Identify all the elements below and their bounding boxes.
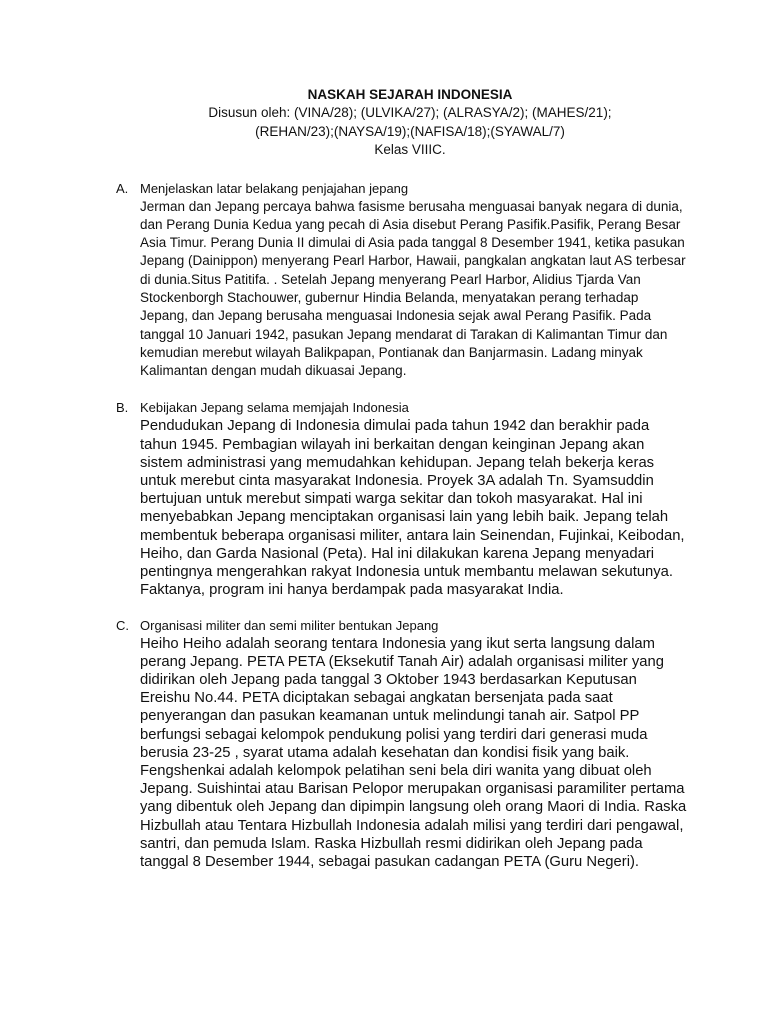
section-body: Heiho Heiho adalah seorang tentara Indonesia yang ikut serta langsung dalam perang Jepang. PETA PETA (Eksekutif Tanah Air) adalah organisasi militer yang didirikan oleh Jepang pada tanggal 3 Oktober 1943 berdasarkan Keputusan Ereishu No.44. PETA diciptakan sebagai angkatan bersenjata pada saat penyerangan dan pasukan keamanan untuk melindungi tanah air. Satpol PP berfungsi sebagai kelompok pendukung polisi yang terdiri dari generasi muda berusia 23-25 , syarat utama adalah kesehatan dan kondisi fisik yang baik. Fengshenkai adalah kelompok pelatihan seni bela diri wanita yang dibuat oleh Jepang. Suishintai atau Barisan Pelopor merupakan organisasi paramiliter pertama yang dibentuk oleh Jepang dan dipimpin langsung oleh orang Maori di India. Raska Hizbullah atau Tentara Hizbullah Indonesia adalah milisi yang terdiri dari pengawal, santri, dan pemuda Islam. Raska Hizbullah resmi didirikan oleh Jepang pada tanggal 8 Desember 1944, sebagai pasukan cadangan PETA (Guru Negeri).	[140, 635, 687, 870]
authors-line-2: (REHAN/23);(NAYSA/19);(NAFISA/18);(SYAWAL/7)	[255, 123, 565, 139]
section-letter: C.	[116, 617, 129, 633]
section-body: Jerman dan Jepang percaya bahwa fasisme berusaha menguasai banyak negara di dunia, dan Perang Dunia Kedua yang pecah di Asia disebut Perang Pasifik.Pasifik, Perang Besar Asia Timur. Perang Dunia II dimulai di Asia pada tanggal 8 Desember 1941, ketika pasukan Jepang (Dainippon) menyerang Pearl Harbor, Hawaii, pangkalan angkatan laut AS terbesar di dunia.Situs Patitifa. . Setelah Jepang menyerang Pearl Harbor, Alidius Tjarda Van Stockenborgh Stachouwer, gubernur Hindia Belanda, menyatakan perang terhadap Jepang, dan Jepang berusaha menguasai Indonesia sejak awal Perang Pasifik. Pada tanggal 10 Januari 1942, pasukan Jepang mendarat di Tarakan di Kalimantan Timur dan kemudian merebut wilayah Balikpapan, Pontianak dan Banjarmasin. Ladang minyak Kalimantan dengan mudah dikuasai Jepang.	[140, 198, 686, 379]
section-a	[116, 180, 688, 381]
section-heading: Kebijakan Jepang selama memjajah Indonesia	[140, 400, 409, 416]
document-header	[92, 86, 728, 160]
document-title: NASKAH SEJARAH INDONESIA	[307, 87, 513, 102]
class-line: Kelas VIIIC.	[374, 142, 446, 157]
section-b	[116, 399, 688, 599]
section-c	[116, 617, 688, 872]
section-letter: B.	[116, 400, 129, 416]
section-heading: Organisasi militer dan semi militer bentukan Jepang	[140, 617, 439, 633]
section-heading: Menjelaskan latar belakang penjajahan jepang	[140, 180, 409, 196]
authors-line-1: Disusun oleh: (VINA/28); (ULVIKA/27); (ALRASYA/2); (MAHES/21);	[208, 105, 612, 120]
section-letter: A.	[116, 180, 129, 196]
section-body: Pendudukan Jepang di Indonesia dimulai pada tahun 1942 dan berakhir pada tahun 1945. Pembagian wilayah ini berkaitan dengan keinginan Jepang akan sistem administrasi yang memudahkan kehidupan. Jepang telah bekerja keras untuk merebut cinta masyarakat Indonesia. Proyek 3A adalah Tn. Syamsuddin bertujuan untuk merebut simpati warga sekitar dan tokoh masyarakat. Hal ini menyebabkan Jepang menciptakan organisasi lain yang lebih baik. Jepang telah membentuk beberapa organisasi militer, antara lain Seinendan, Fujinkai, Keibodan, Heiho, dan Garda Nasional (Peta). Hal ini dilakukan karena Jepang menyadari pentingnya mengerahkan rakyat Indonesia untuk membantu melawan sekutunya. Faktanya, program ini hanya berdampak pada masyarakat India.	[140, 418, 685, 599]
